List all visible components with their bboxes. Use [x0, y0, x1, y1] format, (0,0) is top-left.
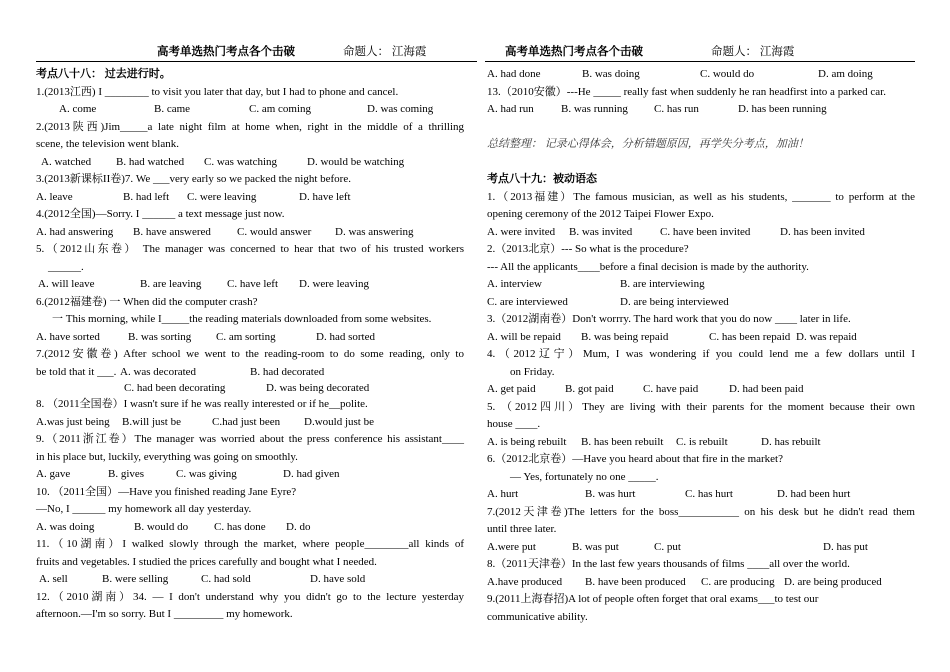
option: A.was just being [36, 415, 110, 428]
option: B. was sorting [128, 330, 192, 343]
options-1 [36, 101, 464, 119]
question-10: 10. （2011全国）—Have you finished reading Jane Eyre? [36, 485, 297, 498]
option: B. had decorated [250, 365, 325, 378]
passive-question-5: 5. （2012四川）They are living with their parents for the moment because their own [487, 400, 915, 413]
option: C. has been repaid [709, 330, 791, 343]
option: C.had just been [212, 415, 281, 428]
option: D. are being produced [784, 575, 882, 588]
option: A. get paid [487, 383, 536, 395]
options-6 [36, 329, 464, 347]
option: A. was doing [36, 520, 95, 533]
passive-question-1-cont: opening ceremony of the 2012 Taipei Flower Expo. [487, 208, 714, 220]
option: B.will just be [122, 415, 181, 428]
option: C. are interviewed [487, 295, 568, 308]
question-9-cont: in his place but, luckily, everything was going on smoothly. [36, 450, 298, 463]
option: D. was answering [335, 225, 414, 238]
option: B. was being repaid [581, 330, 669, 343]
header-left [157, 44, 426, 62]
doc-title: 高考单选热门考点各个击破 [157, 46, 295, 58]
option: B. have answered [133, 225, 211, 238]
question-8: 8. （2011全国卷）I wasn't sure if he was really interested or if he__polite. [36, 398, 368, 410]
option: B. got paid [565, 383, 614, 395]
option: D. do [286, 520, 311, 533]
passive-question-2: 2.（2013北京）--- So what is the procedure? [487, 243, 689, 255]
option: B. were selling [102, 573, 169, 585]
option: B. have been produced [585, 575, 686, 588]
option: A. will be repaid [487, 330, 561, 343]
passive-options-7 [487, 539, 915, 557]
option: C. has hurt [685, 488, 733, 500]
option: C. are producing [701, 575, 775, 588]
option: C. have left [227, 278, 279, 290]
option: C. was giving [176, 468, 237, 480]
option: B. would do [134, 520, 189, 533]
question-11-cont: fruits and vegetables. I studied the prices carefully and bought what I needed. [36, 555, 377, 568]
passive-question-4-cont: on Friday. [510, 365, 555, 378]
option: A. were invited [487, 225, 556, 238]
option: D. was being decorated [266, 382, 370, 394]
summary-note: 总结整理： 记录心得体会，分析错题原因，再学失分考点，加油！ [487, 138, 809, 150]
author-label: 命题人： 江海霞 [343, 46, 427, 58]
passive-options-1 [487, 224, 915, 242]
author-label: 命题人： 江海霞 [711, 46, 795, 58]
question-5: 5.（2012山东卷） The manager was concerned to hear that two of his trusted workers [36, 243, 464, 255]
header-rule [485, 61, 915, 62]
passive-options-5 [487, 434, 915, 452]
option: D. has been running [738, 103, 827, 115]
option: A. hurt [487, 488, 519, 500]
question-6-cont: 一 This morning, while I_____the reading materials downloaded from some websites. [52, 313, 432, 325]
passive-question-2-cont: --- All the applicants____before a final decision is made by the authority. [487, 260, 809, 273]
passive-question-3: 3.（2012湖南卷）Don't worrry. The hard work that you do now ____ later in life. [487, 313, 851, 325]
option: C. has run [654, 103, 699, 115]
option: D. has put [823, 540, 868, 553]
options-11 [36, 571, 464, 589]
options-10 [36, 519, 464, 537]
question-2-cont: scene, the television went blank. [36, 138, 179, 150]
option: B. gives [108, 468, 145, 480]
option: B. has been rebuilt [581, 435, 664, 448]
option: D. had been paid [729, 383, 804, 395]
option: D. had given [283, 468, 340, 480]
option: A. leave [36, 190, 73, 203]
question-2: 2.(2013陕西)Jim_____a late night film at home when, right in the middle of a thrilling [36, 120, 464, 133]
option: C. am coming [249, 103, 312, 115]
section-title: 考点八十九：被动语态 [487, 173, 597, 185]
passive-question-9-cont: communicative ability. [487, 610, 588, 623]
options-13 [487, 101, 915, 119]
option: B. was doing [582, 68, 640, 80]
option: B. was running [561, 103, 628, 115]
passive-question-8: 8.（2011天津卷）In the last few years thousands of films ____all over the world. [487, 558, 850, 570]
options-12 [487, 66, 915, 84]
option: C. have been invited [660, 225, 751, 238]
question-11: 11.（10湖南）I walked slowly through the market, where people________all kinds of [36, 538, 464, 550]
option: D. would be watching [307, 155, 405, 168]
option: B. had left [123, 190, 170, 203]
option: A. had answering [36, 225, 114, 238]
section-title: 考点八十八： 过去进行时。 [36, 68, 171, 80]
question-1: 1.(2013江西) I ________ to visit you later that day, but I had to phone and cancel. [36, 85, 399, 98]
option: C. am sorting [216, 330, 276, 343]
option: D. were leaving [299, 278, 369, 290]
option: D. has been invited [780, 225, 865, 238]
spacer [487, 154, 915, 172]
passive-question-7: 7.(2012天津卷)The letters for the boss___________ on his desk but he didn't read them [487, 505, 915, 518]
option: D. had sorted [316, 330, 375, 343]
option: A.were put [487, 540, 536, 553]
option: B. came [154, 103, 191, 115]
question-9: 9.（2011浙江卷）The manager was worried about the press conference his assistant____ [36, 433, 464, 445]
header-right [505, 44, 794, 62]
options-2 [36, 154, 464, 172]
option: D. has rebuilt [761, 435, 821, 448]
option: A. gave [36, 468, 71, 480]
option: C. had sold [201, 573, 251, 585]
passive-options-2 [487, 276, 915, 294]
option: B. was invited [569, 225, 633, 238]
right-column [487, 66, 915, 626]
option: C. would answer [237, 225, 312, 238]
option: A. have sorted [36, 330, 100, 343]
doc-title: 高考单选热门考点各个击破 [505, 46, 643, 58]
options-3 [36, 189, 464, 207]
options-5 [36, 276, 464, 294]
option: D. had been hurt [777, 488, 851, 500]
passive-question-9: 9.(2011上海春招)A lot of people often forget that oral exams___to test our [487, 593, 819, 605]
options-8 [36, 414, 464, 432]
option: C. were leaving [187, 190, 257, 203]
option: B. was hurt [585, 488, 636, 500]
option: A. sell [39, 573, 68, 585]
option: A. had done [487, 68, 541, 80]
question-6: 6.(2012福建卷) 一 When did the computer crash? [36, 295, 258, 308]
option: D. have sold [310, 573, 366, 585]
option: A. was decorated [120, 365, 197, 378]
spacer [487, 119, 915, 137]
option: B. had watched [116, 155, 185, 168]
passive-question-7-cont: until three later. [487, 523, 557, 535]
option: C. has done [214, 520, 266, 533]
question-7-text: be told that it ___. [36, 365, 117, 378]
header-rule [36, 61, 477, 62]
question-4: 4.(2012全国)—Sorry. I ______ a text message just now. [36, 208, 285, 220]
passive-options-6 [487, 486, 915, 504]
passive-options-8 [487, 574, 915, 592]
option: A. had run [487, 103, 534, 115]
option: C. had been decorating [124, 382, 226, 394]
options-9 [36, 466, 464, 484]
passive-options-4 [487, 381, 915, 399]
passive-options-3 [487, 329, 915, 347]
question-12: 12.（2010湖南）34. — I don't understand why you didn't go to the lecture yesterday [36, 590, 464, 603]
option: C. was watching [204, 155, 278, 168]
option: D. have left [299, 190, 351, 203]
question-12-cont: afternoon.—I'm so sorry. But I _________ my homework. [36, 608, 293, 620]
option: C. have paid [643, 383, 699, 395]
option: A. is being rebuilt [487, 435, 567, 448]
option: B. was put [572, 540, 619, 553]
options-4 [36, 224, 464, 242]
option: A. interview [487, 278, 542, 290]
passive-question-5-cont: house ____. [487, 418, 541, 430]
option: D. are being interviewed [620, 295, 729, 308]
question-7: 7.(2012安徽卷) After school we went to the reading-room to do some reading, only to [36, 348, 464, 360]
passive-question-4: 4.（2012辽宁）Mum, I was wondering if you could lend me a few dollars until I [487, 348, 915, 360]
passive-question-6-cont: — Yes, fortunately no one _____. [510, 470, 659, 483]
passive-options-2b [487, 294, 915, 312]
option: C. put [654, 540, 681, 553]
option: D. was coming [367, 103, 434, 115]
option: D. am doing [818, 68, 873, 80]
question-5-cont: ______. [48, 260, 84, 273]
option: C. would do [700, 68, 755, 80]
option: A. come [59, 103, 97, 115]
question-3: 3.(2013新课标II卷)7. We ___very early so we packed the night before. [36, 173, 351, 185]
question-7-cont [36, 364, 464, 382]
passive-question-6: 6.（2012北京卷）—Have you heard about that fire in the market? [487, 453, 784, 465]
question-10-cont: —No, I ______ my homework all day yesterday. [36, 503, 252, 515]
option: B. are interviewing [620, 278, 705, 290]
option: A. will leave [38, 278, 95, 290]
option: C. is rebuilt [676, 435, 728, 448]
option: A. watched [41, 155, 92, 168]
left-column [36, 66, 464, 624]
option: D. was repaid [796, 330, 857, 343]
options-7 [36, 381, 464, 396]
question-13: 13.（2010安徽）---He _____ really fast when suddenly he ran headfirst into a parked car. [487, 85, 886, 98]
option: B. are leaving [140, 278, 202, 290]
passive-question-1: 1.（2013福建）The famous musician, as well as his students, _______ to perform at the [487, 190, 915, 203]
option: D.would just be [304, 415, 374, 428]
option: A.have produced [487, 575, 563, 588]
